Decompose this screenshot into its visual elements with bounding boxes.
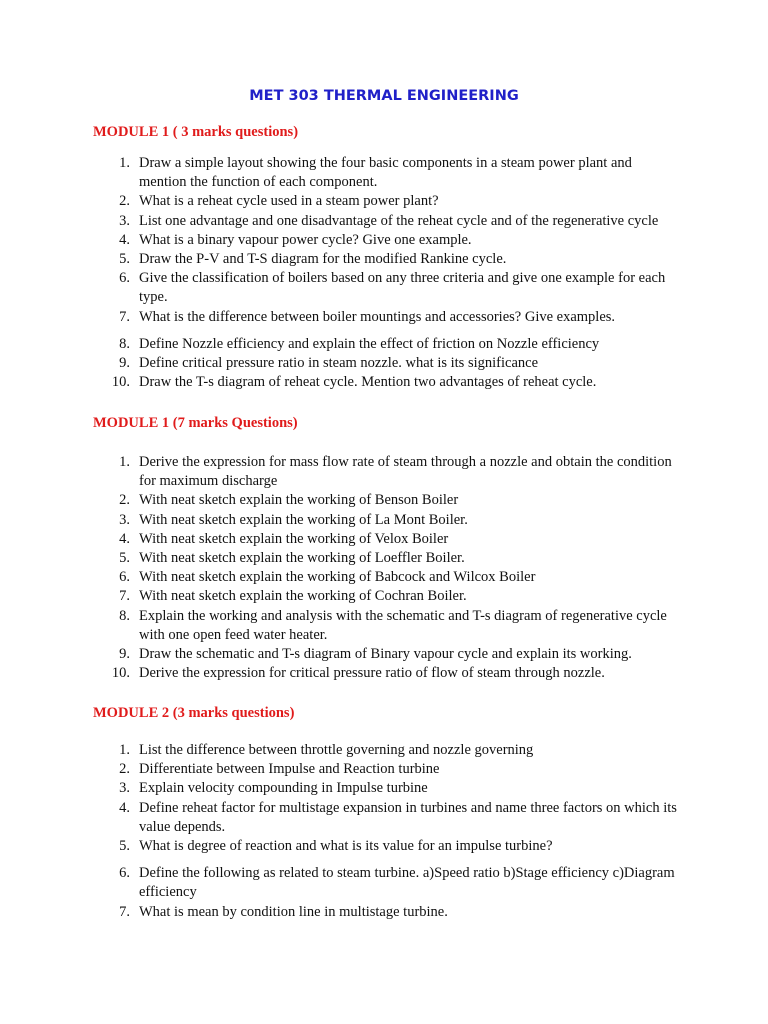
question-item: 4. What is a binary vapour power cycle? Give one example.	[119, 231, 472, 248]
question-item: 3. With neat sketch explain the working of La Mont Boiler.	[119, 511, 468, 528]
question-item: 5. What is degree of reaction and what is its value for an impulse turbine?	[119, 838, 553, 855]
question-item: 6. Define the following as related to steam turbine. a)Speed ratio b)Stage efficiency c)Diagram efficiency	[119, 865, 675, 901]
question-item: 7. With neat sketch explain the working of Cochran Boiler.	[119, 588, 467, 605]
question-item: 4. Define reheat factor for multistage expansion in turbines and name three factors on which its value depends.	[119, 799, 677, 835]
question-item: 3. Explain velocity compounding in Impulse turbine	[119, 780, 428, 797]
question-item: 6. With neat sketch explain the working of Babcock and Wilcox Boiler	[119, 569, 536, 586]
question-item: 10. Derive the expression for critical pressure ratio of flow of steam through nozzle.	[111, 665, 605, 682]
question-item: 6. Give the classification of boilers based on any three criteria and give one example for each type.	[119, 270, 666, 306]
document-title: MET 303 THERMAL ENGINEERING	[249, 88, 519, 104]
question-item: 2. Differentiate between Impulse and Reaction turbine	[119, 761, 440, 778]
question-item: 2. With neat sketch explain the working of Benson Boiler	[119, 492, 459, 509]
question-list-module1-3marks	[0, 154, 679, 392]
question-item: 9. Draw the schematic and T-s diagram of Binary vapour cycle and explain its working.	[119, 646, 632, 663]
question-item: 7. What is mean by condition line in multistage turbine.	[119, 903, 448, 920]
question-item: 1. Draw a simple layout showing the four basic components in a steam power plant and mention the function of each component.	[119, 155, 632, 191]
question-item: 9. Define critical pressure ratio in steam nozzle. what is its significance	[119, 355, 539, 372]
question-item: 1. List the difference between throttle governing and nozzle governing	[119, 742, 534, 758]
question-item: 4. With neat sketch explain the working of Velox Boiler	[119, 530, 449, 547]
question-item: 10. Draw the T-s diagram of reheat cycle. Mention two advantages of reheat cycle.	[111, 374, 597, 391]
section-heading-module1-3marks: MODULE 1 ( 3 marks questions)	[93, 124, 299, 140]
question-item: 8. Explain the working and analysis with the schematic and T-s diagram of regenerative cycle with one open feed water heater.	[119, 607, 667, 643]
question-item: 5. With neat sketch explain the working of Loeffler Boiler.	[119, 550, 465, 567]
question-item: 2. What is a reheat cycle used in a steam power plant?	[119, 193, 439, 210]
section-heading-module2-3marks: MODULE 2 (3 marks questions)	[93, 705, 295, 721]
question-list-module1-7marks	[0, 453, 679, 683]
question-list-module2-3marks	[0, 741, 679, 922]
question-item: 3. List one advantage and one disadvantage of the reheat cycle and of the regenerative cycle	[119, 212, 659, 229]
question-item: 5. Draw the P-V and T-S diagram for the modified Rankine cycle.	[119, 251, 507, 268]
question-item: 1. Derive the expression for mass flow rate of steam through a nozzle and obtain the condition for maximum discharge	[119, 454, 672, 490]
question-item: 8. Define Nozzle efficiency and explain the effect of friction on Nozzle efficiency	[119, 335, 600, 352]
question-item: 7. What is the difference between boiler mountings and accessories? Give examples.	[119, 308, 616, 325]
section-heading-module1-7marks: MODULE 1 (7 marks Questions)	[93, 415, 298, 431]
